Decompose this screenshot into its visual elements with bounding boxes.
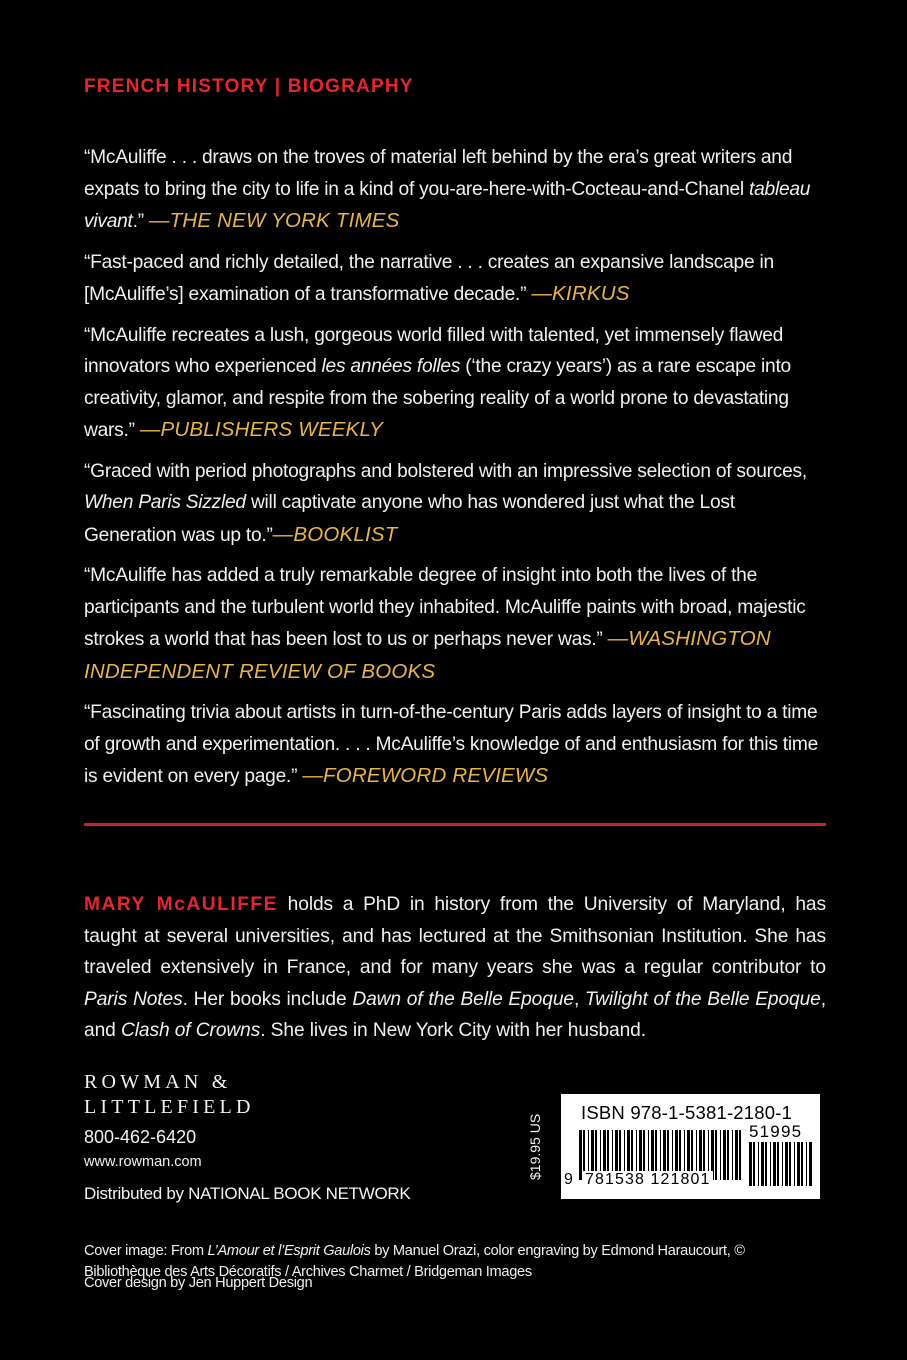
barcode (561, 1094, 820, 1199)
barcode-bar (579, 1130, 582, 1180)
barcode-bar (727, 1130, 729, 1180)
quote-source: —KIRKUS (531, 282, 630, 305)
barcode-bar (782, 1142, 783, 1186)
cover-image-credit: Cover image: From L’Amour et l’Esprit Gaulois by Manuel Orazi, color engraving by Edmond Haraucourt, © Bibliothèque des Arts Décoratifs / Archives Charmet / Bridgeman Images (84, 1242, 745, 1280)
barcode-bar (801, 1142, 803, 1186)
barcode-bar (739, 1130, 741, 1180)
barcode-bar (806, 1142, 807, 1186)
addon-number: 51995 (749, 1122, 803, 1141)
addon-barcode-bars (749, 1142, 813, 1186)
barcode-bar (732, 1130, 733, 1180)
review-quote: “McAuliffe recreates a lush, gorgeous world filled with talented, yet immensely flawed innovators who experienced les années folles (‘the crazy years’) as a rare escape into creativity, glamor, and respite from the sobering reality of a world prone to devastating wars.” —PUBLISHERS WEEKLY (84, 324, 791, 441)
review-quotes (84, 142, 820, 802)
review-quote: “Fast-paced and richly detailed, the narrative . . . creates an expansive landscape in [McAuliffe’s] examination of a transformative decade.” —KIRKUS (84, 251, 774, 305)
cover-design-credit: Cover design by Jen Huppert Design (84, 1275, 313, 1291)
section-divider (84, 823, 826, 826)
barcode-bar (797, 1142, 800, 1186)
publisher-logo: ROWMAN & LITTLEFIELD (84, 1071, 255, 1118)
review-quote: “Fascinating trivia about artists in turn-of-the-century Paris adds layers of insight to a time of growth and experimentation. . . . McAuliffe’s knowledge of and enthusiasm for this time is evident on every page.” —FOREWORD REVIEWS (84, 702, 819, 787)
quote-source: —FOREWORD REVIEWS (302, 764, 549, 787)
publisher-website: www.rowman.com (84, 1154, 202, 1170)
ean-first-digit: 9 (564, 1171, 573, 1188)
quote-source: —THE NEW YORK TIMES (148, 209, 400, 232)
distributor-line: Distributed by NATIONAL BOOK NETWORK (84, 1184, 411, 1203)
barcode-bar (809, 1142, 812, 1186)
barcode-bar (723, 1130, 726, 1180)
author-bio: MARY McAULIFFE holds a PhD in history from the University of Maryland, has taught at several universities, and has lectured at the Smithsonian Institution. She has traveled extensively in France, and for many years she was a regular contributor to Paris Notes. Her books include Dawn of the Belle Epoque, Twilight of the Belle Epoque, and Clash of Crowns. She lives in New York City with her husband. (84, 894, 826, 1042)
barcode-bar (735, 1130, 738, 1180)
category-label: FRENCH HISTORY | BIOGRAPHY (84, 76, 414, 97)
price-label: $19.95 US (527, 1113, 543, 1180)
barcode-bar (715, 1130, 717, 1180)
barcode-bar (765, 1142, 767, 1186)
review-quote: “McAuliffe . . . draws on the troves of material left behind by the era’s great writers and expats to bring the city to life in a kind of you-are-here-with-Cocteau-and-Chanel tableau vivant.” —THE NEW YORK TIMES (84, 147, 811, 232)
barcode-bar (749, 1142, 752, 1186)
ean-digits: 781538 121801 (585, 1171, 711, 1188)
barcode-bar (761, 1142, 764, 1186)
isbn-label: ISBN 978-1-5381-2180-1 (581, 1102, 793, 1123)
quote-source: —WASHINGTON INDEPENDENT REVIEW OF BOOKS (84, 627, 771, 683)
barcode-bar (789, 1142, 791, 1186)
review-quote: “Graced with period photographs and bolstered with an impressive selection of sources, When Paris Sizzled will captivate anyone who has wondered just what the Lost Generation was up to.”—BOOKLIST (84, 460, 807, 546)
publisher-phone: 800-462-6420 (84, 1127, 197, 1147)
barcode-bar (770, 1142, 771, 1186)
barcode-bar (773, 1142, 776, 1186)
quote-source: —BOOKLIST (272, 522, 398, 546)
barcode-bar (785, 1142, 788, 1186)
barcode-bar (794, 1142, 795, 1186)
quote-source: —PUBLISHERS WEEKLY (139, 418, 384, 441)
barcode-bar (758, 1142, 759, 1186)
barcode-bar (777, 1142, 779, 1186)
review-quote: “McAuliffe has added a truly remarkable degree of insight into both the lives of the participants and the turbulent world they inhabited. McAuliffe paints with broad, majestic strokes a world that has been lost to us or perhaps never was.” —WASHINGTON INDEPENDENT REVIEW OF BOOKS (84, 565, 806, 683)
author-name: MARY McAULIFFE (84, 894, 278, 916)
barcode-bar (720, 1130, 721, 1180)
barcode-bar (753, 1142, 755, 1186)
